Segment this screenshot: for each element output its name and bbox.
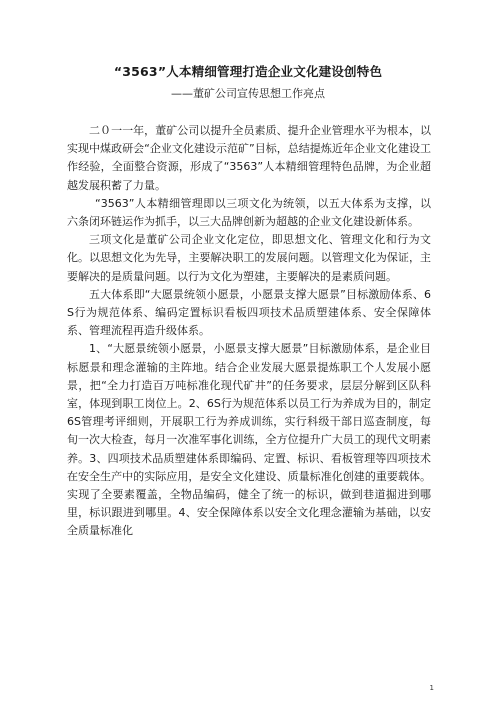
document-title: “3563”人本精细管理打造企业文化建设创特色 — [113, 64, 383, 79]
paragraph: 1、“大愿景统领小愿景，小愿景支撑大愿景”目标激励体系，是企业目标愿景和理念灌输的主阵地。结合企业发展大愿景提炼职工个人发展小愿景，把“全力打造百万吨标准化现代矿井”的任务要求，层层分解到区队科室，体现到职工岗位上。2、6S行为规范体系以员工行为养成为目的，制定6S管理考评细则，开展职工行为养成训练，实行科级干部日巡查制度，每旬一次大检查，每月一次准军事化训练，全方位提升广大员工的现代文明素养。3、四项技术品质塑建体系即编码、定置、标识、看板管理等四项技术在安全生产中的实际应用，是安全文化建设、质量标准化创建的重要载体。实现了全要素覆盖，全物品编码，健全了统一的标识，做到巷道掘进到哪里，标识跟进到哪里。4、安全保障体系以安全文化理念灌输为基础，以安全质量标准化 — [67, 342, 431, 538]
paragraph: “3563”人本精细管理即以三项文化为统领，以五大体系为支撑，以六条闭环链运作为抓手，以三大品牌创新为超越的企业文化建设新体系。 — [67, 196, 431, 229]
document-body — [67, 122, 431, 541]
page-number: 1 — [429, 684, 434, 692]
paragraph: 三项文化是董矿公司企业文化定位，即思想文化、管理文化和行为文化。以思想文化为先导，主要解决职工的发展问题。以管理文化为保证，主要解决的是质量问题。以行为文化为塑建，主要解决的是素质问题。 — [67, 233, 431, 283]
paragraph: 二０一一年，董矿公司以提升全员素质、提升企业管理水平为根本，以实现中煤政研会“企业文化建设示范矿”目标，总结提炼近年企业文化建设工作经验，全面整合资源，形成了“3563”人本精细管理特色品牌，为企业超越发展积蓄了力量。 — [67, 124, 431, 192]
paragraph: 五大体系即“大愿景统领小愿景，小愿景支撑大愿景”目标激励体系、6S行为规范体系、编码定置标识看板四项技术品质塑建体系、安全保障体系、管理流程再造升级体系。 — [67, 287, 431, 338]
document-subtitle: ——董矿公司宣传思想工作亮点 — [171, 87, 325, 100]
